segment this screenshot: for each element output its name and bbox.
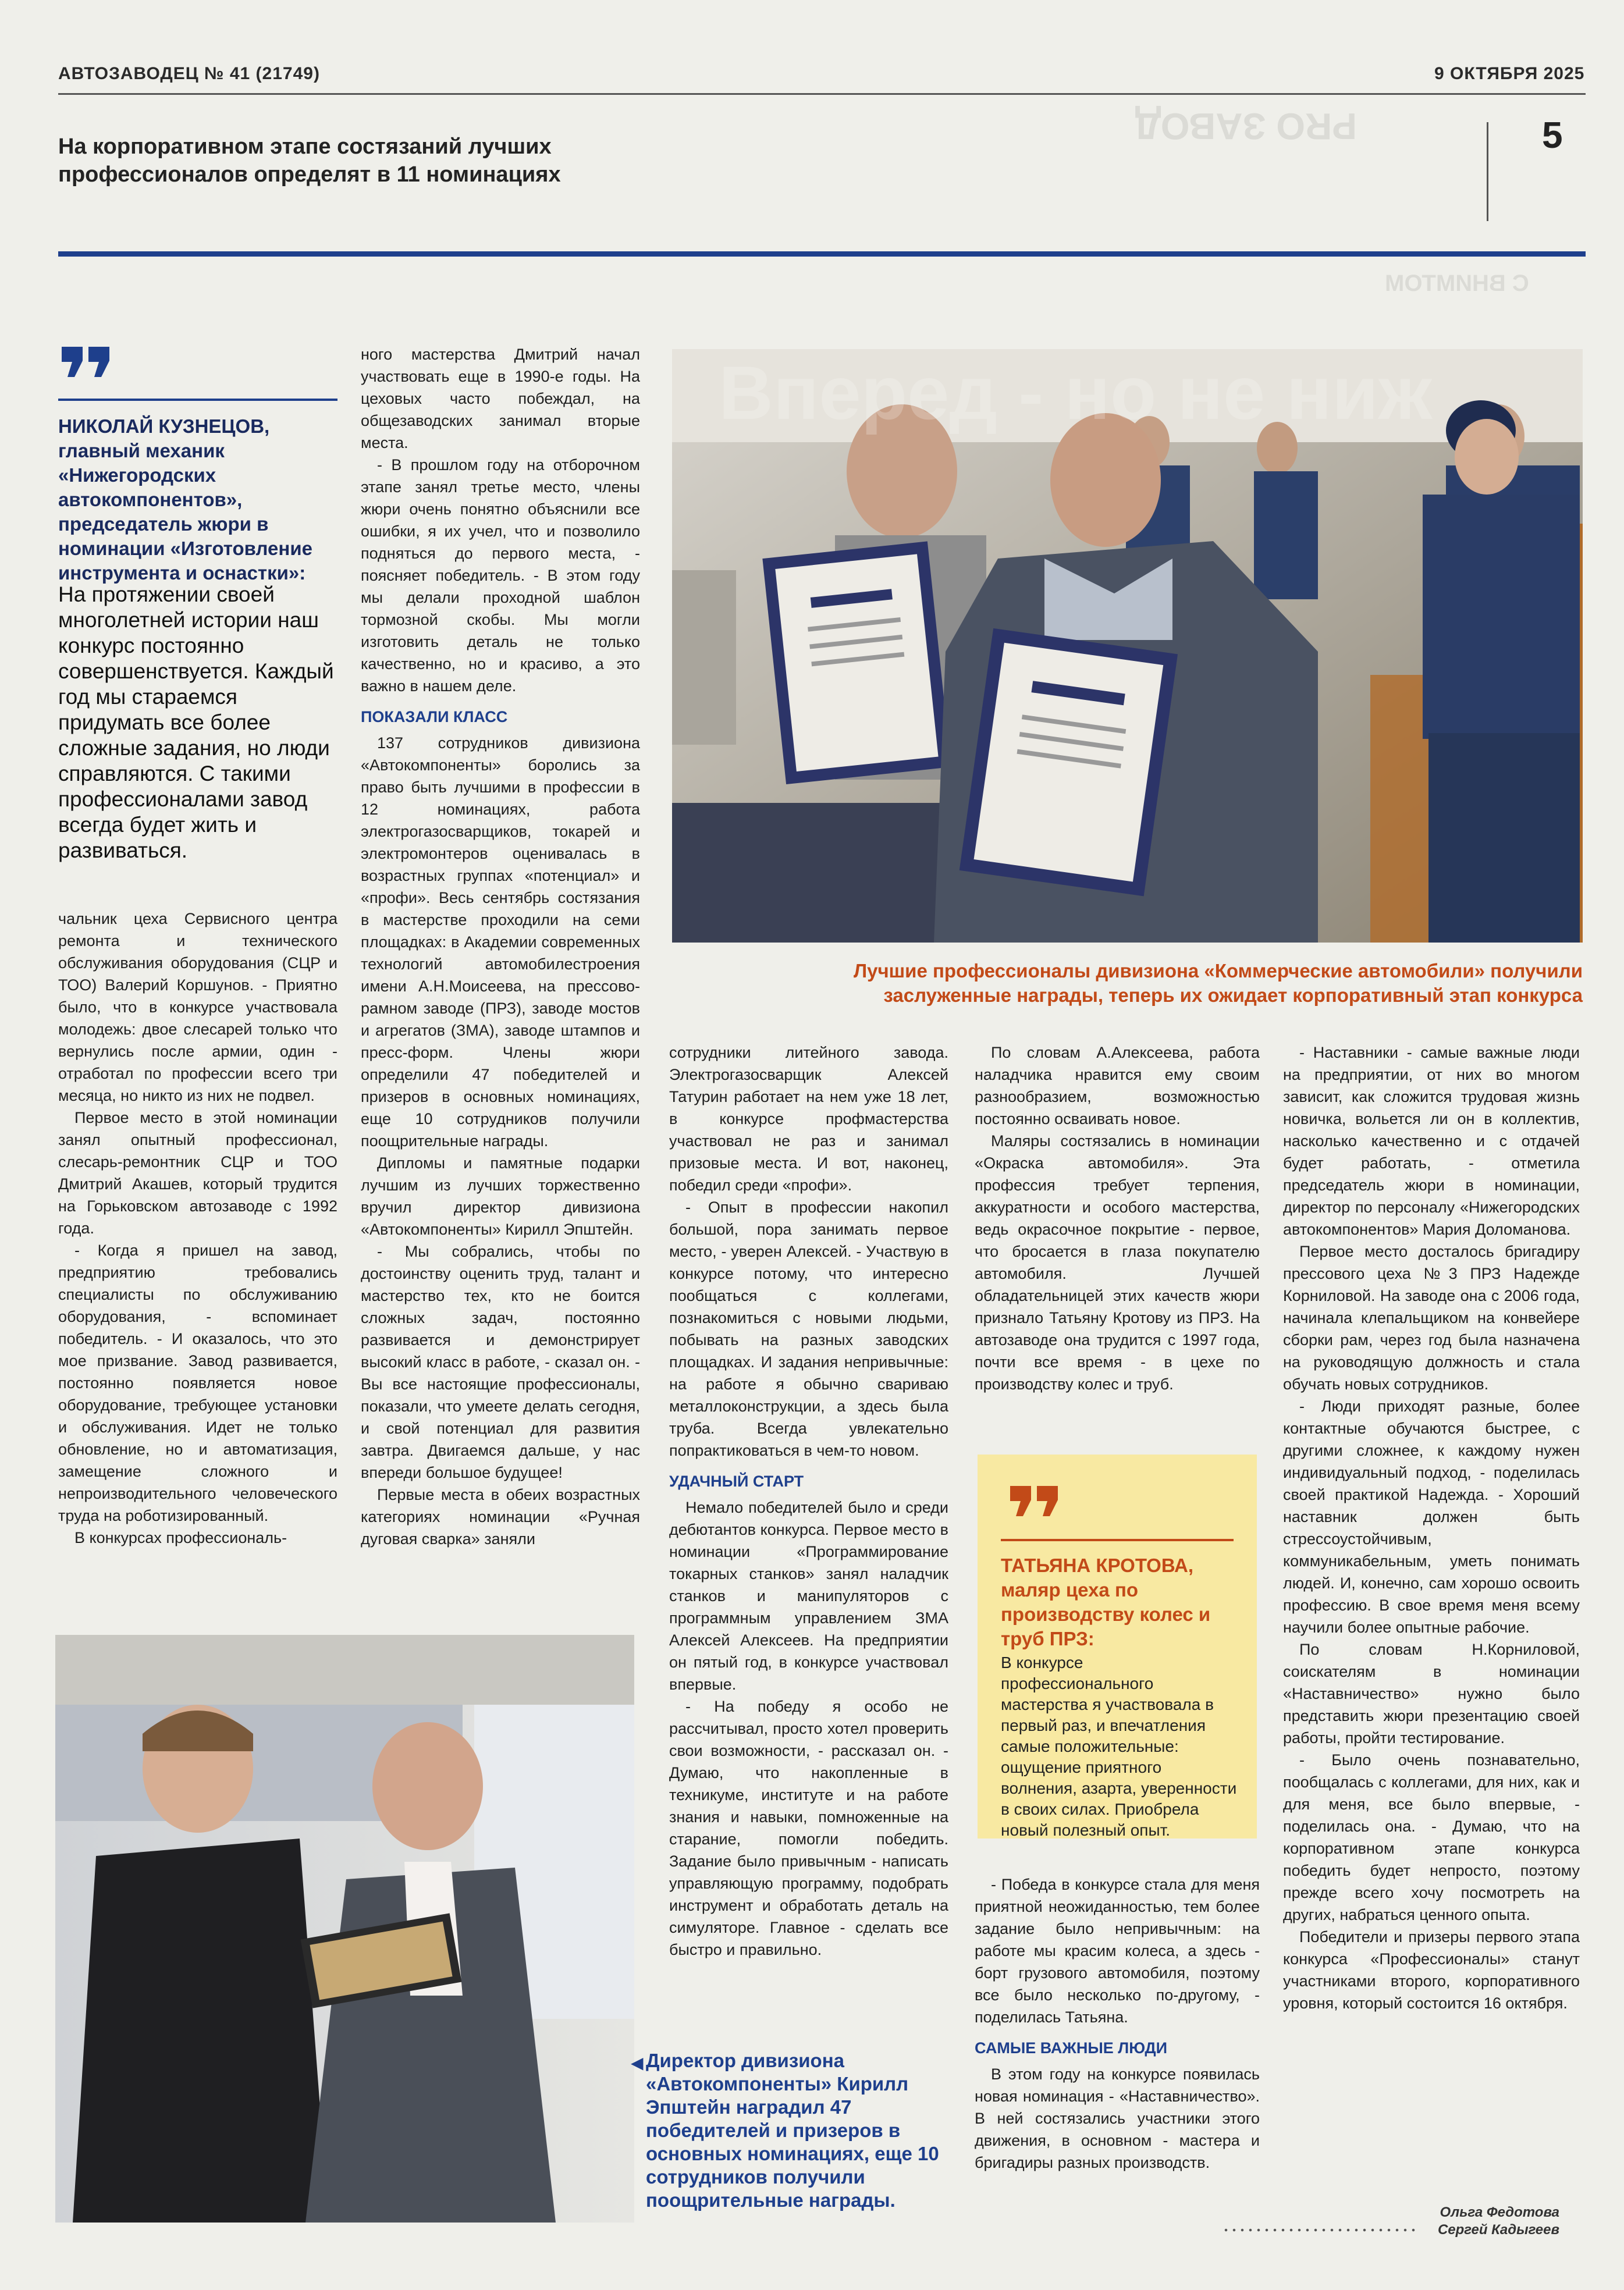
article-column-1 <box>58 908 337 1549</box>
paragraph: Первое место в этой номинации занял опытный профессионал, слесарь-ремонтник СЦР и ТОО Дмитрий Акашев, который трудится на Горьковском автозаводе с 1992 года. <box>58 1109 337 1237</box>
paragraph: В этом году на конкурсе появилась новая номинация - «Наставничество». В ней состязались участники этого движения, в основном - мастера и бригадиры разных производств. <box>975 2065 1260 2171</box>
paragraph: Дипломы и памятные подарки лучшим из лучших торжественно вручил директор дивизиона «Автокомпоненты» Кирилл Эпштейн. <box>361 1154 640 1238</box>
paragraph: По словам А.Алексеева, работа наладчика нравится ему своим разнообразием, возможностью постоянно осваивать новое. <box>975 1044 1260 1128</box>
paragraph: - Опыт в профессии накопил большой, пора занимать первое место, - уверен Алексей. - Участвую в конкурсе потому, что интересно пообщаться с коллегами, познакомиться с новыми людьми, побывать на разных заводских площадках. И задания непривычные: на работе я обычно свариваю металлоконструкции, а здесь была труба. Всегда увлекательно попрактиковаться в чем-то новом. <box>669 1199 948 1459</box>
quote-box-speaker <box>1001 1553 1239 1651</box>
speaker-title: маляр цеха по производству колес и труб ПРЗ: <box>1001 1579 1211 1649</box>
author-name: Ольга Федотова <box>1440 2204 1559 2220</box>
pull-quote: На протяжении своей многолетней истории наш конкурс постоянно совершенствуется. Каждый год мы стараемся придумать все более сложные задания, но люди справляются. С такими профессионалами завод всегда будет жить и развиваться. <box>58 582 334 862</box>
paragraph: - Мы собрались, чтобы по достоинству оценить труд, талант и мастерство тех, кто не боится сложных задач, постоянно развивается и демонстрирует высокий класс в работе, - сказал он. - Вы все настоящие профессионалы, показали, что умеете делать сегодня, и свой потенциал для развития завтра. Двигаемся дальше, у нас впереди большое будущее! <box>361 1243 640 1481</box>
photo-bleed-text: Вперед - но не ниж <box>719 350 1433 435</box>
issue-label: АВТОЗАВОДЕЦ № 41 (21749) <box>58 64 320 83</box>
subheading-good-start: УДАЧНЫЙ СТАРТ <box>669 1473 804 1490</box>
paragraph: ного мастерства Дмитрий начал участвовать еще в 1990-е годы. На цеховых часто побеждал, на общезаводских занимал вторые места. <box>361 346 640 451</box>
caption-arrow-icon: ◀ <box>631 2054 644 2072</box>
bleed-through-text: PRO ЗАВОД <box>1135 105 1357 147</box>
announcement: На корпоративном этапе состязаний лучших профессионалов определят в 11 номинациях <box>58 134 561 187</box>
quote-box-rule <box>1001 1539 1234 1541</box>
header-blue-rule <box>58 251 1586 257</box>
paragraph: По словам Н.Корниловой, соискателям в номинации «Наставничество» нужно было представить жюри презентацию своей работы, пройти тестирование. <box>1283 1641 1580 1747</box>
quote-box <box>978 1455 1257 1839</box>
photo-director-award <box>55 1635 634 2223</box>
paragraph: сотрудники литейного завода. Электрогазосварщик Алексей Татурин работает на нем уже 18 лет, в конкурсе профмастерства участвовал не раз и занимал призовые места. И вот, наконец, победил среди «профи». <box>669 1044 948 1194</box>
article-column-3 <box>669 1041 948 1961</box>
speaker-title: главный механик «Нижегородских автокомпонентов», председатель жюри в номинации «Изготовление инструмента и оснастки»: <box>58 440 312 584</box>
page-number: 5 <box>1542 114 1563 156</box>
paragraph: 137 сотрудников дивизиона «Автокомпоненты» боролись за право быть лучшими в профессии в 12 номинациях, работа электрогазосварщиков, токарей и электромонтеров оценивалась в возрастных группах «потенциал» и «профи». Весь сентябрь состязания в мастерстве проходили на семи площадках: в Академии современных технологий автомобилестроения имени А.Н.Моисеева, на прессово-рамном заводе (ПРЗ), заводе мостов и агрегатов (ЗМА), заводе штампов и пресс-форм. Члены жюри определили 47 победителей и призеров в основных номинациях, еще 10 сотрудников получили поощрительные награды. <box>361 734 640 1150</box>
paragraph: - Наставники - самые важные люди на предприятии, от них во многом зависит, как сложится трудовая жизнь новичка, вольется ли он в коллектив, насколько качественно и с отдачей будет работать, - отметила председатель жюри в номинации, директор по персоналу «Нижегородских автокомпонентов» Мария Доломанова. <box>1283 1044 1580 1238</box>
paragraph: Немало победителей было и среди дебютантов конкурса. Первое место в номинации «Программирование токарных станков» занял наладчик станков и манипуляторов с программным управлением ЗМА Алексей Алексеев. На предприятии он пятый год, в конкурсе участвовал впервые. <box>669 1499 948 1693</box>
subheading-most-important-people: САМЫЕ ВАЖНЫЕ ЛЮДИ <box>975 2039 1168 2057</box>
photo2-caption-text: Директор дивизиона «Автокомпоненты» Кирилл Эпштейн наградил 47 победителей и призеров в основных номинациях, еще 10 сотрудников получили поощрительные награды. <box>646 2050 939 2211</box>
paragraph: - Победа в конкурсе стала для меня приятной неожиданностью, тем более задание было непривычным: на работе мы красим колеса, а здесь - борт грузового автомобиля, поэтому все было несколько по-другому, - поделилась Татьяна. <box>975 1876 1260 2026</box>
speaker-name: ТАТЬЯНА КРОТОВА, <box>1001 1555 1194 1576</box>
photo1-caption: Лучшие профессионалы дивизиона «Коммерческие автомобили» получили заслуженные награды, теперь их ожидает корпоративный этап конкурса <box>853 960 1583 1006</box>
photo-award-winners <box>672 349 1583 943</box>
paragraph: Победители и призеры первого этапа конкурса «Профессионалы» станут участниками второго, корпоративного уровня, который состоится 16 октября. <box>1283 1928 1580 2012</box>
issue-date: 9 ОКТЯБРЯ 2025 <box>1434 64 1585 83</box>
quote-speaker <box>58 414 337 585</box>
quote-rule <box>58 399 337 401</box>
paragraph: - Когда я пришел на завод, предприятию требовались специалисты по обслуживанию оборудования, - вспоминает победитель. - И оказалось, что это мое призвание. Завод развивается, постоянно появляется новое оборудование, требующее установки и обслуживания. Идет не только обновление, но и автоматизация, замещение сложного и непроизводительного человеческого труда на роботизированный. <box>58 1242 337 1524</box>
bleed-through-text-2: С ВНИМТОМ <box>1385 271 1529 296</box>
paragraph: В конкурсах профессиональ- <box>74 1529 287 1546</box>
photographer-name: Сергей Кадыгеев <box>1437 2222 1559 2238</box>
speaker-name: НИКОЛАЙ КУЗНЕЦОВ, <box>58 415 270 437</box>
header-rule <box>58 93 1586 95</box>
article-column-4-bottom <box>975 1873 1260 2174</box>
paragraph: Первые места в обеих возрастных категориях номинации «Ручная дуговая сварка» заняли <box>361 1486 640 1548</box>
paragraph: чальник цеха Сервисного центра ремонта и технического обслуживания оборудования (СЦР и ТОО) Валерий Коршунов. - Приятно было, что в конкурсе участвовала молодежь: двое слесарей только что вернулись после армии, один - отработал по профессии всего три месяца, но никто из них не подвел. <box>58 910 337 1104</box>
quote-box-text: В конкурсе профессионального мастерства я участвовала в первый раз, и впечатления самые положительные: ощущение приятного волнения, азарта, уверенности в своих силах. Приобрела новый полезный опыт. <box>1001 1654 1237 1839</box>
subheading-shown-class: ПОКАЗАЛИ КЛАСС <box>361 708 508 726</box>
paragraph: Первое место досталось бригадиру прессового цеха №3 ПРЗ Надежде Корниловой. На заводе она с 2006 года, начинала клепальщиком на конвейере сборки рам, через год была назначена на руководящую должность и стала обучать новых сотрудников. <box>1283 1243 1580 1393</box>
quote-icon <box>1007 1482 1062 1520</box>
article-column-5 <box>1283 1041 1580 2014</box>
article-column-2 <box>361 343 640 1550</box>
paragraph: - В прошлом году на отборочном этапе занял третье место, члены жюри очень понятно объяснили все ошибки, я их учел, что и позволило подняться до первого места, - поясняет победитель. - В этом году мы делали проходной шаблон тормозной скобы. Мы могли изготовить деталь не только качественно, но и красиво, а это важно в нашем деле. <box>361 456 640 695</box>
page-number-rule <box>1487 122 1488 221</box>
article-column-4-top <box>975 1041 1260 1395</box>
quote-icon <box>58 343 114 381</box>
signature <box>1385 2204 1559 2239</box>
paragraph: Маляры состязались в номинации «Окраска автомобиля». Эта профессия требует терпения, аккуратности и особого мастерства, ведь окрасочное покрытие - первое, что бросается в глаза покупателю автомобиля. Лучшей обладательницей этих качеств жюри признало Татьяну Кротову из ПРЗ. На автозаводе она трудится с 1997 года, почти все время - в цехе по производству колес и труб. <box>975 1132 1260 1393</box>
paragraph: - На победу я особо не рассчитывал, просто хотел проверить свои возможности, - рассказал он. - Думаю, что накопленные в техникуме, институте и на работе знания и навыки, помноженные на старание, помогли победить. Задание было привычным - написать управляющую программу, подобрать инструмент и обработать деталь на симуляторе. Главное - сделать все быстро и правильно. <box>669 1698 948 1958</box>
paragraph: - Люди приходят разные, более контактные обучаются быстрее, с другими сложнее, к каждому нужен индивидуальный подход, - поделилась своей практикой Надежда. - Хороший наставник должен быть стрессоустойчивым, коммуникабельным, уметь понимать людей. И, конечно, сам хорошо освоить профессию. В свое время меня всему научили более опытные рабочие. <box>1283 1398 1580 1636</box>
paragraph: - Было очень познавательно, пообщалась с коллегами, для них, как и для меня, все было впервые, - поделилась она. - Думаю, что на корпоративном этапе конкурса победить будет непросто, поэтому прежде всего хочу посмотреть на других, набраться ценного опыта. <box>1283 1751 1580 1923</box>
photo2-caption <box>631 2049 948 2212</box>
